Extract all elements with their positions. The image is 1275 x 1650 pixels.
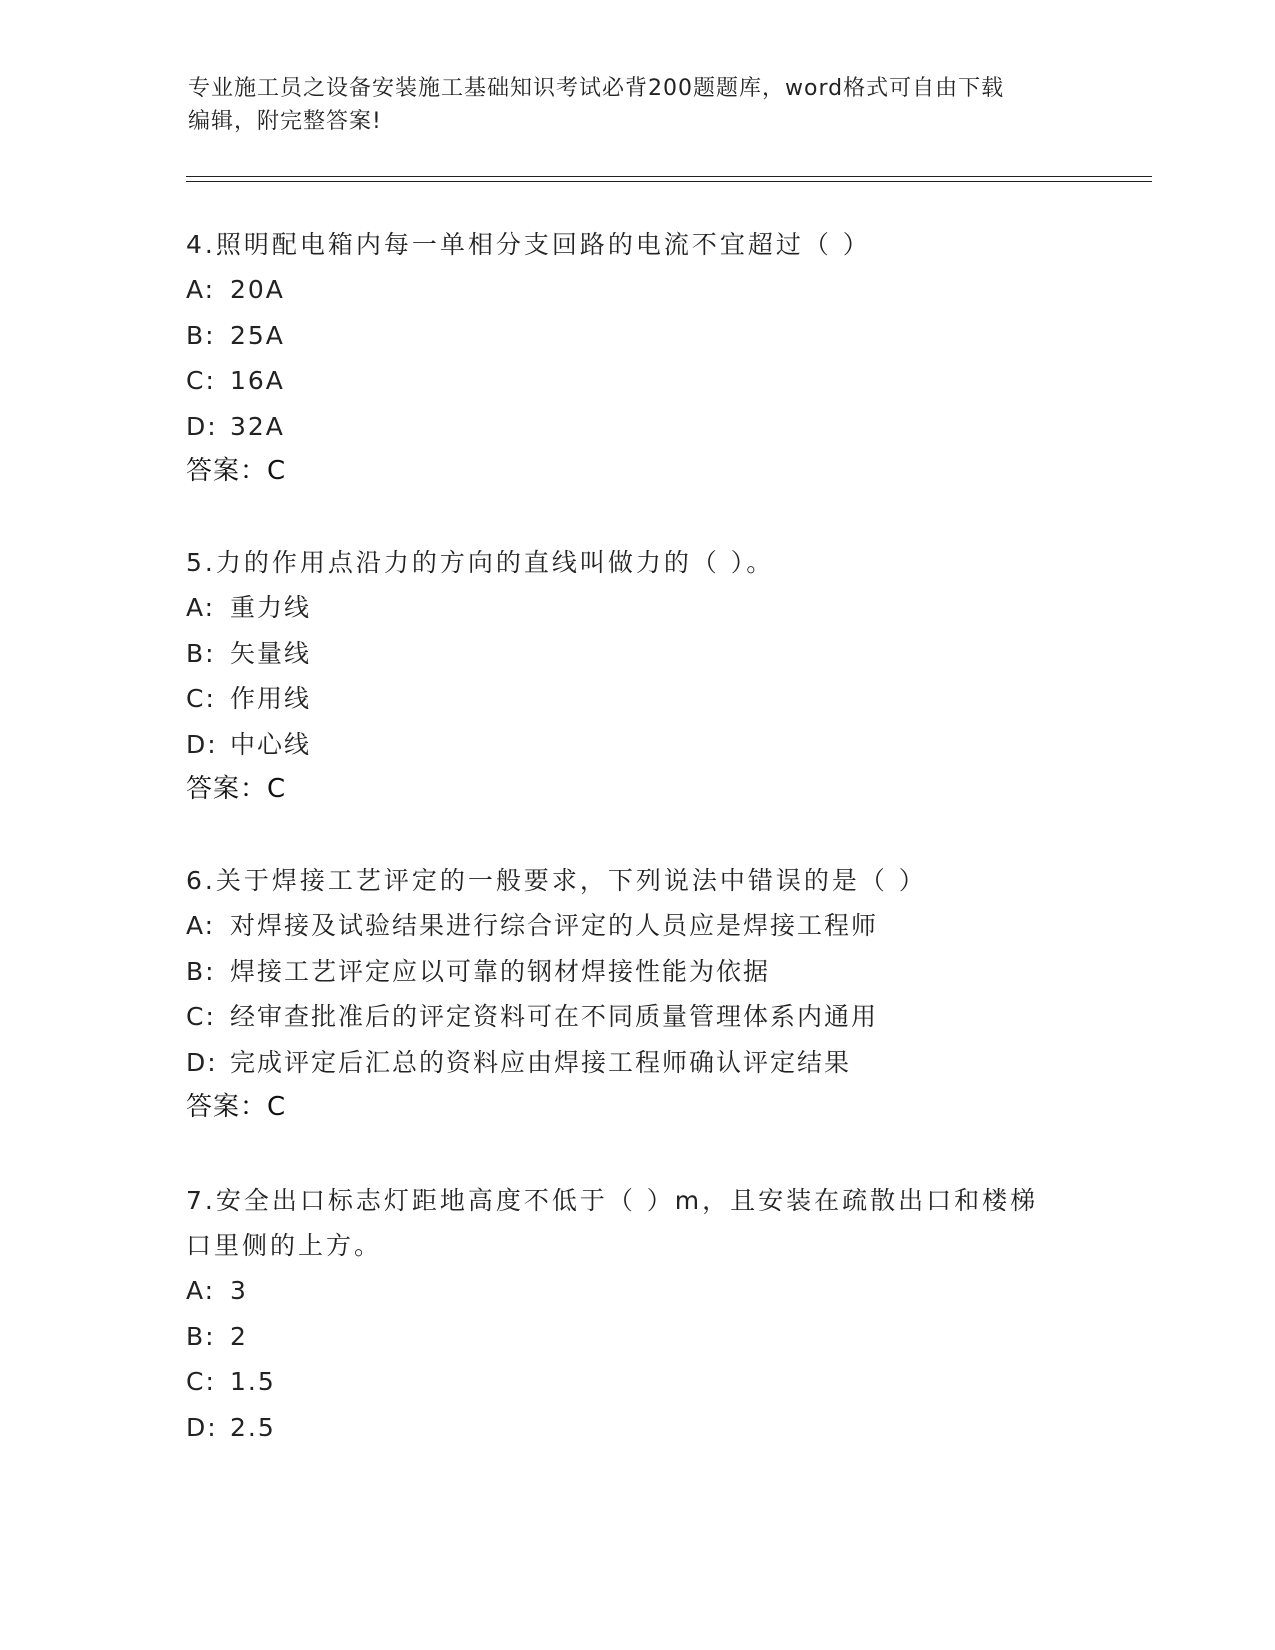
option-text: 作用线 <box>230 684 312 713</box>
option-b <box>186 949 1086 995</box>
header-divider <box>186 176 1152 182</box>
option-b <box>186 313 1086 359</box>
option-text: 矢量线 <box>230 638 312 668</box>
option-label: A: <box>186 911 216 940</box>
option-text: 重力线 <box>230 593 312 622</box>
question-7 <box>186 1178 1086 1450</box>
question-text: 7.安全出口标志灯距地高度不低于（ ）m，且安装在疏散出口和楼梯口里侧的上方。 <box>186 1186 1039 1260</box>
answer-text: 答案：C <box>186 456 287 486</box>
option-b <box>186 631 1086 677</box>
option-label: B: <box>186 638 216 668</box>
option-a <box>186 903 1086 949</box>
question-text: 5.力的作用点沿力的方向的直线叫做力的（ ）。 <box>186 548 775 577</box>
option-label: C: <box>186 1367 216 1396</box>
option-d <box>186 404 1086 450</box>
option-label: C: <box>186 366 216 395</box>
option-b <box>186 1314 1086 1360</box>
option-label: B: <box>186 956 216 986</box>
option-text: 3 <box>230 1276 248 1305</box>
option-label: D: <box>186 1412 218 1442</box>
answer-text: 答案：C <box>186 774 287 804</box>
header-title-line2: 编辑，附完整答案! <box>188 109 382 134</box>
option-label: B: <box>186 320 216 350</box>
option-label: A: <box>186 593 216 622</box>
document-header <box>188 72 1088 138</box>
option-text: 20A <box>230 275 285 304</box>
option-text: 完成评定后汇总的资料应由焊接工程师确认评定结果 <box>230 1047 852 1077</box>
option-text: 16A <box>230 366 285 395</box>
option-c <box>186 676 1086 722</box>
option-c <box>186 358 1086 404</box>
answer-text: 答案：C <box>186 1092 287 1122</box>
option-label: C: <box>186 684 216 713</box>
option-d <box>186 1405 1086 1451</box>
option-d <box>186 1040 1086 1086</box>
option-label: B: <box>186 1321 216 1351</box>
option-c <box>186 1359 1086 1405</box>
option-text: 32A <box>230 411 285 441</box>
question-text: 4.照明配电箱内每一单相分支回路的电流不宜超过（ ） <box>186 230 871 259</box>
option-label: D: <box>186 729 218 759</box>
option-text: 2 <box>230 1321 248 1351</box>
option-d <box>186 722 1086 768</box>
question-text: 6.关于焊接工艺评定的一般要求，下列说法中错误的是（ ） <box>186 866 927 895</box>
question-6 <box>186 858 1086 1130</box>
option-text: 1.5 <box>230 1367 276 1396</box>
question-5 <box>186 540 1086 812</box>
option-label: A: <box>186 275 216 304</box>
option-text: 中心线 <box>230 729 312 759</box>
option-c <box>186 994 1086 1040</box>
option-label: D: <box>186 411 218 441</box>
option-label: D: <box>186 1047 218 1077</box>
question-4 <box>186 222 1086 494</box>
option-label: C: <box>186 1002 216 1031</box>
option-a <box>186 267 1086 313</box>
option-a <box>186 1268 1086 1314</box>
option-text: 2.5 <box>230 1412 276 1442</box>
option-a <box>186 585 1086 631</box>
option-text: 25A <box>230 320 285 350</box>
option-text: 经审查批准后的评定资料可在不同质量管理体系内通用 <box>230 1002 879 1031</box>
header-title-line1: 专业施工员之设备安装施工基础知识考试必背200题题库，word格式可自由下载 <box>188 76 1005 101</box>
option-text: 焊接工艺评定应以可靠的钢材焊接性能为依据 <box>230 956 771 986</box>
option-text: 对焊接及试验结果进行综合评定的人员应是焊接工程师 <box>230 911 879 940</box>
option-label: A: <box>186 1276 216 1305</box>
